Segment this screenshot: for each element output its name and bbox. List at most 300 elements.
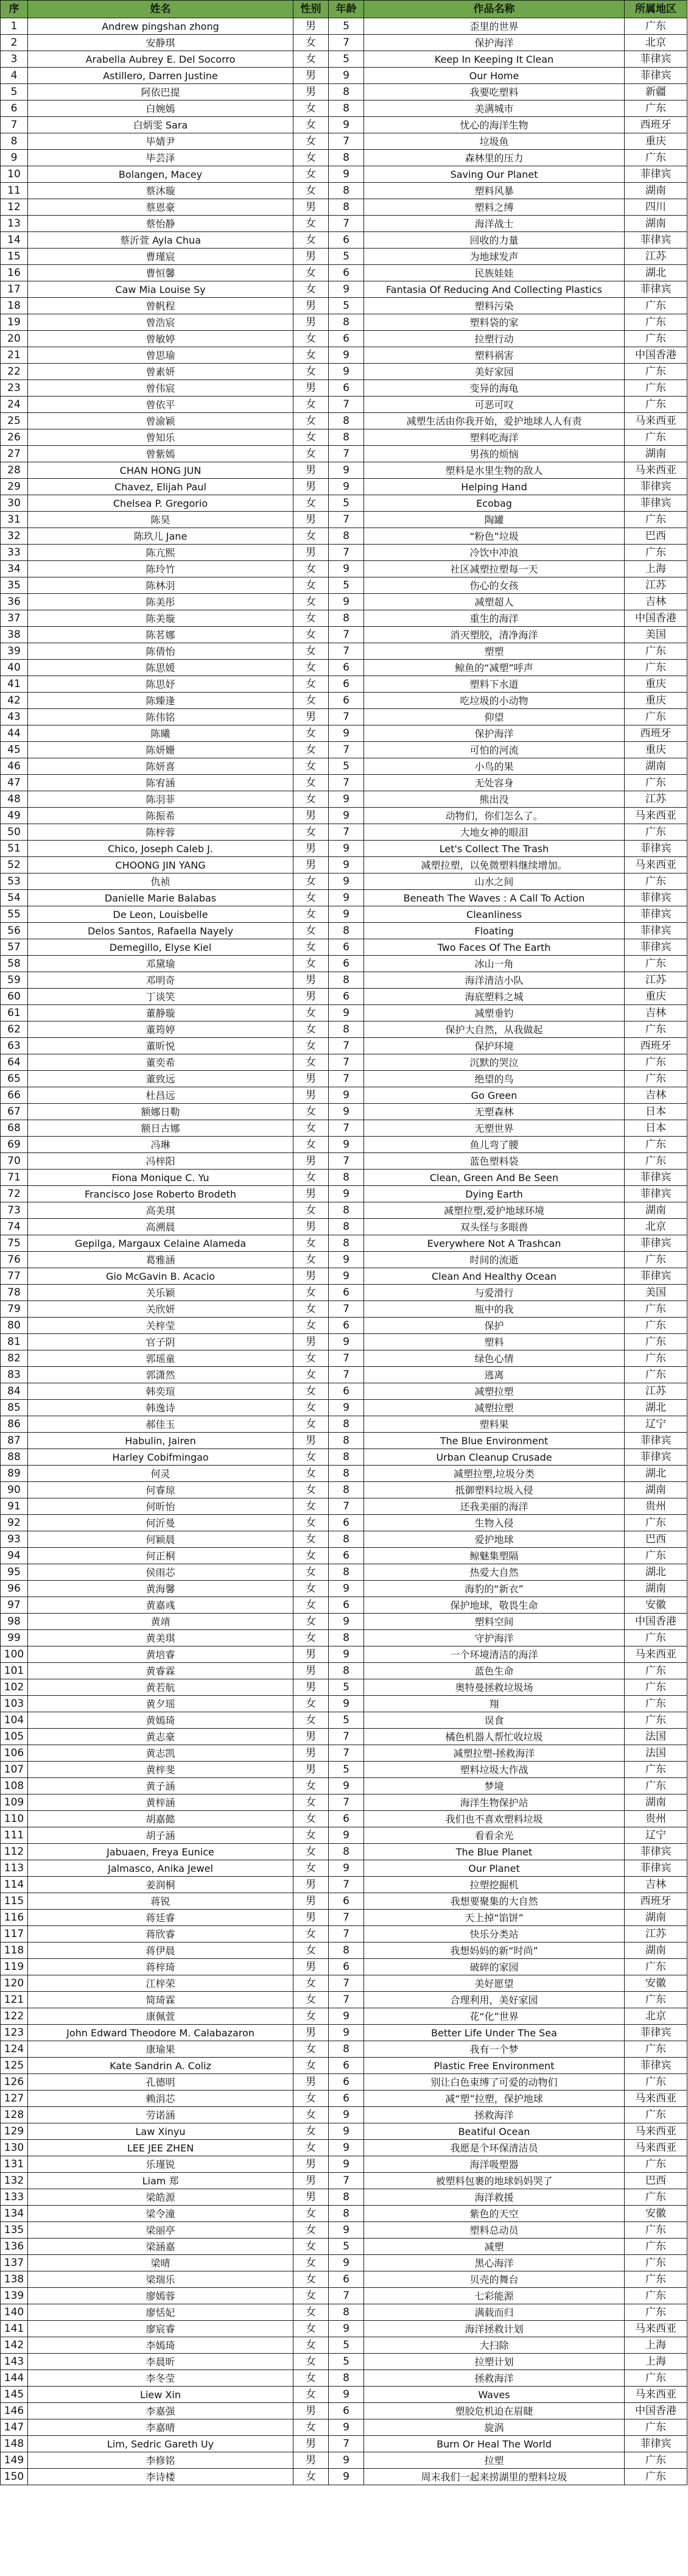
cell-age: 9 (329, 2222, 364, 2239)
cell-region: 重庆 (625, 133, 687, 150)
cell-name: 关欣妍 (28, 1301, 293, 1318)
cell-gender: 女 (293, 446, 329, 462)
cell-seq: 79 (1, 1301, 28, 1318)
table-row (1, 758, 687, 775)
cell-work: 塑料之缚 (364, 199, 625, 216)
table-row (1, 1630, 687, 1646)
cell-gender: 男 (293, 2025, 329, 2041)
table-row (1, 1696, 687, 1712)
cell-work: 塑塑 (364, 643, 625, 660)
cell-region: 西班牙 (625, 117, 687, 133)
cell-region: 新疆 (625, 84, 687, 101)
cell-age: 8 (329, 2304, 364, 2321)
cell-age: 9 (329, 1581, 364, 1597)
cell-name: 陈妍姗 (28, 742, 293, 758)
cell-name: 陈美彤 (28, 594, 293, 610)
cell-age: 7 (329, 216, 364, 232)
cell-region: 广东 (625, 2288, 687, 2304)
cell-region: 广东 (625, 18, 687, 35)
cell-region: 广东 (625, 1548, 687, 1564)
cell-gender: 女 (293, 2419, 329, 2436)
table-row (1, 2173, 687, 2189)
cell-seq: 13 (1, 216, 28, 232)
cell-gender: 男 (293, 841, 329, 857)
cell-region: 广东 (625, 643, 687, 660)
cell-age: 8 (329, 1630, 364, 1646)
cell-work: 可恶可叹 (364, 397, 625, 413)
cell-age: 7 (329, 1910, 364, 1926)
table-row (1, 989, 687, 1005)
table-row (1, 166, 687, 183)
cell-gender: 女 (293, 364, 329, 380)
cell-age: 6 (329, 989, 364, 1005)
table-row (1, 1350, 687, 1367)
cell-name: Fiona Monique C. Yu (28, 1170, 293, 1186)
table-row (1, 660, 687, 676)
cell-work: 减“塑”拉塑，保护地球 (364, 2091, 625, 2107)
cell-region: 重庆 (625, 742, 687, 758)
cell-name: 简琦霖 (28, 1992, 293, 2008)
cell-gender: 男 (293, 2173, 329, 2189)
cell-seq: 83 (1, 1367, 28, 1383)
table-row (1, 380, 687, 397)
cell-age: 9 (329, 561, 364, 577)
cell-seq: 76 (1, 1252, 28, 1268)
cell-region: 广东 (625, 1696, 687, 1712)
cell-seq: 136 (1, 2239, 28, 2255)
cell-gender: 女 (293, 281, 329, 298)
table-row (1, 2107, 687, 2123)
cell-region: 湖北 (625, 1564, 687, 1581)
cell-work: 塑料 (364, 1334, 625, 1350)
cell-region: 菲律宾 (625, 1268, 687, 1285)
cell-seq: 112 (1, 1844, 28, 1860)
cell-age: 6 (329, 2091, 364, 2107)
cell-region: 重庆 (625, 693, 687, 709)
cell-region: 上海 (625, 2354, 687, 2370)
cell-seq: 15 (1, 249, 28, 265)
cell-work: The Blue Environment (364, 1433, 625, 1449)
cell-name: 杜昌远 (28, 1087, 293, 1104)
cell-age: 7 (329, 2436, 364, 2452)
cell-age: 6 (329, 1959, 364, 1975)
cell-age: 8 (329, 972, 364, 989)
cell-name: 陈美璇 (28, 610, 293, 627)
cell-gender: 女 (293, 594, 329, 610)
table-row (1, 1054, 687, 1071)
column-header-gender: 性别 (293, 1, 329, 18)
table-row (1, 1186, 687, 1202)
cell-seq: 14 (1, 232, 28, 249)
cell-seq: 145 (1, 2387, 28, 2403)
cell-age: 8 (329, 1202, 364, 1219)
cell-gender: 男 (293, 68, 329, 84)
cell-name: 黄子涵 (28, 1778, 293, 1794)
cell-gender: 女 (293, 183, 329, 199)
table-row (1, 545, 687, 561)
cell-gender: 女 (293, 923, 329, 939)
cell-work: Everywhere Not A Trashcan (364, 1235, 625, 1252)
cell-region: 广东 (625, 2304, 687, 2321)
cell-seq: 8 (1, 133, 28, 150)
table-row (1, 1712, 687, 1729)
table-row (1, 742, 687, 758)
cell-seq: 57 (1, 939, 28, 956)
cell-seq: 6 (1, 101, 28, 117)
cell-region: 菲律宾 (625, 939, 687, 956)
cell-age: 6 (329, 232, 364, 249)
cell-age: 6 (329, 693, 364, 709)
table-row (1, 1137, 687, 1153)
cell-region: 广东 (625, 1679, 687, 1696)
cell-name: 官子阴 (28, 1334, 293, 1350)
cell-work: 逃离 (364, 1367, 625, 1383)
cell-seq: 124 (1, 2041, 28, 2058)
cell-age: 9 (329, 2156, 364, 2173)
cell-work: 抵御塑料垃圾入侵 (364, 1482, 625, 1498)
cell-name: 毕婧尹 (28, 133, 293, 150)
cell-gender: 女 (293, 2271, 329, 2288)
cell-work: 塑料果 (364, 1416, 625, 1433)
cell-work: 减塑生活由你我开始，爱护地球人人有责 (364, 413, 625, 429)
cell-seq: 122 (1, 2008, 28, 2025)
cell-seq: 96 (1, 1581, 28, 1597)
cell-gender: 男 (293, 1334, 329, 1350)
table-row (1, 1893, 687, 1910)
cell-name: 蔡恩豪 (28, 199, 293, 216)
cell-age: 8 (329, 2041, 364, 2058)
cell-name: 梁瑞乐 (28, 2271, 293, 2288)
table-row (1, 117, 687, 133)
cell-work: Better Life Under The Sea (364, 2025, 625, 2041)
cell-gender: 女 (293, 1943, 329, 1959)
cell-seq: 35 (1, 577, 28, 594)
table-row (1, 1202, 687, 1219)
cell-work: 沉默的哭泣 (364, 1054, 625, 1071)
cell-name: Jabuaen, Freya Eunice (28, 1844, 293, 1860)
column-header-age: 年龄 (329, 1, 364, 18)
cell-gender: 女 (293, 2058, 329, 2074)
cell-age: 8 (329, 528, 364, 545)
cell-name: Francisco Jose Roberto Brodeth (28, 1186, 293, 1202)
cell-region: 湖南 (625, 1202, 687, 1219)
cell-seq: 22 (1, 364, 28, 380)
cell-name: Chelsea P. Gregorio (28, 495, 293, 512)
cell-seq: 130 (1, 2140, 28, 2156)
cell-work: Plastic Free Environment (364, 2058, 625, 2074)
cell-work: Ecobag (364, 495, 625, 512)
cell-region: 西班牙 (625, 1893, 687, 1910)
cell-name: 冯琳 (28, 1137, 293, 1153)
cell-work: 还我美丽的海洋 (364, 1498, 625, 1515)
table-row (1, 1153, 687, 1170)
cell-work: 忧心的海洋生物 (364, 117, 625, 133)
cell-name: 黄梓斐 (28, 1762, 293, 1778)
cell-work: 消灭塑胶，清净海洋 (364, 627, 625, 643)
cell-work: 鱼儿弯了腰 (364, 1137, 625, 1153)
header-row (1, 1, 687, 18)
cell-age: 8 (329, 1466, 364, 1482)
cell-name: 毕芸泽 (28, 150, 293, 166)
cell-work: 伤心的女孩 (364, 577, 625, 594)
cell-work: 绿色心情 (364, 1350, 625, 1367)
cell-seq: 47 (1, 775, 28, 791)
cell-gender: 女 (293, 331, 329, 347)
cell-name: 赖涓芯 (28, 2091, 293, 2107)
cell-age: 8 (329, 84, 364, 101)
table-row (1, 956, 687, 972)
cell-gender: 女 (293, 1630, 329, 1646)
cell-age: 9 (329, 841, 364, 857)
cell-name: 黄靖 (28, 1614, 293, 1630)
cell-work: 满载而归 (364, 2304, 625, 2321)
cell-gender: 男 (293, 298, 329, 314)
cell-age: 8 (329, 610, 364, 627)
cell-seq: 1 (1, 18, 28, 35)
cell-region: 安徽 (625, 2206, 687, 2222)
cell-age: 8 (329, 923, 364, 939)
cell-gender: 女 (293, 2288, 329, 2304)
cell-age: 6 (329, 2058, 364, 2074)
cell-work: 冰山一角 (364, 956, 625, 972)
cell-name: 陈臻逢 (28, 693, 293, 709)
column-header-work: 作品名称 (364, 1, 625, 18)
cell-region: 广东 (625, 1712, 687, 1729)
cell-gender: 男 (293, 199, 329, 216)
cell-region: 西班牙 (625, 1038, 687, 1054)
cell-work: 垃圾鱼 (364, 133, 625, 150)
cell-age: 9 (329, 364, 364, 380)
cell-gender: 女 (293, 2370, 329, 2387)
table-row (1, 1416, 687, 1433)
cell-work: 塑料吃海洋 (364, 429, 625, 446)
table-row (1, 1811, 687, 1827)
table-row (1, 314, 687, 331)
cell-seq: 10 (1, 166, 28, 183)
cell-seq: 144 (1, 2370, 28, 2387)
cell-name: Danielle Marie Balabas (28, 890, 293, 906)
table-row (1, 2321, 687, 2337)
cell-gender: 女 (293, 1005, 329, 1022)
cell-seq: 50 (1, 824, 28, 841)
cell-seq: 123 (1, 2025, 28, 2041)
cell-seq: 12 (1, 199, 28, 216)
table-row (1, 1877, 687, 1893)
cell-gender: 男 (293, 1219, 329, 1235)
cell-gender: 女 (293, 101, 329, 117)
cell-name: 陈妍喜 (28, 758, 293, 775)
cell-region: 菲律宾 (625, 232, 687, 249)
cell-age: 7 (329, 1992, 364, 2008)
cell-age: 9 (329, 791, 364, 808)
cell-region: 菲律宾 (625, 495, 687, 512)
cell-gender: 男 (293, 2189, 329, 2206)
cell-region: 马来西亚 (625, 413, 687, 429)
cell-work: 社区减塑拉塑每一天 (364, 561, 625, 577)
table-row (1, 1219, 687, 1235)
cell-name: 阿依巴提 (28, 84, 293, 101)
cell-region: 吉林 (625, 1005, 687, 1022)
cell-work: 海洋救援 (364, 2189, 625, 2206)
cell-age: 9 (329, 1614, 364, 1630)
cell-region: 湖南 (625, 446, 687, 462)
table-row (1, 577, 687, 594)
cell-work: 橘色机器人帮忙收垃圾 (364, 1729, 625, 1745)
cell-seq: 32 (1, 528, 28, 545)
cell-work: Helping Hand (364, 479, 625, 495)
table-row (1, 1301, 687, 1318)
cell-name: 何沂曼 (28, 1515, 293, 1531)
column-header-name: 姓名 (28, 1, 293, 18)
cell-age: 7 (329, 2288, 364, 2304)
table-row (1, 281, 687, 298)
cell-seq: 97 (1, 1597, 28, 1614)
cell-region: 广东 (625, 2255, 687, 2271)
cell-work: 天上掉“馅饼” (364, 1910, 625, 1926)
cell-region: 广东 (625, 2222, 687, 2239)
cell-work: 塑料风暴 (364, 183, 625, 199)
cell-work: Burn Or Heal The World (364, 2436, 625, 2452)
table-row (1, 857, 687, 873)
cell-age: 8 (329, 1170, 364, 1186)
cell-region: 菲律宾 (625, 1186, 687, 1202)
cell-region: 广东 (625, 397, 687, 413)
cell-region: 湖南 (625, 216, 687, 232)
cell-name: 高美琪 (28, 1202, 293, 1219)
cell-name: 陈振希 (28, 808, 293, 824)
cell-seq: 120 (1, 1975, 28, 1992)
cell-seq: 18 (1, 298, 28, 314)
cell-seq: 48 (1, 791, 28, 808)
cell-gender: 女 (293, 1860, 329, 1877)
cell-name: 曾浩宸 (28, 314, 293, 331)
cell-work: 旋涡 (364, 2419, 625, 2436)
table-row (1, 1005, 687, 1022)
cell-work: 塑料空间 (364, 1614, 625, 1630)
table-row (1, 594, 687, 610)
cell-gender: 女 (293, 1301, 329, 1318)
cell-gender: 女 (293, 939, 329, 956)
cell-work: 森林里的压力 (364, 150, 625, 166)
cell-work: 与爱滑行 (364, 1285, 625, 1301)
cell-seq: 142 (1, 2337, 28, 2354)
table-row (1, 693, 687, 709)
cell-gender: 女 (293, 2354, 329, 2370)
cell-age: 8 (329, 1663, 364, 1679)
cell-age: 9 (329, 808, 364, 824)
cell-name: 乐瑾锐 (28, 2156, 293, 2173)
cell-seq: 128 (1, 2107, 28, 2123)
cell-seq: 89 (1, 1466, 28, 1482)
cell-work: 生物入侵 (364, 1515, 625, 1531)
cell-work: 保护海洋 (364, 725, 625, 742)
cell-work: 陶罐 (364, 512, 625, 528)
cell-region: 菲律宾 (625, 906, 687, 923)
cell-age: 9 (329, 2008, 364, 2025)
cell-gender: 男 (293, 1679, 329, 1696)
cell-work: 塑料祸害 (364, 347, 625, 364)
cell-work: 小鸟的果 (364, 758, 625, 775)
cell-age: 8 (329, 1531, 364, 1548)
cell-work: Waves (364, 2387, 625, 2403)
cell-seq: 49 (1, 808, 28, 824)
cell-gender: 女 (293, 660, 329, 676)
cell-region: 菲律宾 (625, 890, 687, 906)
cell-work: 我想要聚集的大自然 (364, 1893, 625, 1910)
cell-age: 7 (329, 545, 364, 561)
cell-gender: 男 (293, 1268, 329, 1285)
cell-gender: 男 (293, 512, 329, 528)
table-row (1, 1400, 687, 1416)
cell-seq: 60 (1, 989, 28, 1005)
cell-seq: 7 (1, 117, 28, 133)
cell-work: 塑料垃圾大作战 (364, 1762, 625, 1778)
cell-seq: 90 (1, 1482, 28, 1498)
cell-age: 7 (329, 1350, 364, 1367)
cell-age: 7 (329, 627, 364, 643)
cell-age: 6 (329, 660, 364, 676)
cell-work: 减塑 (364, 2239, 625, 2255)
cell-work: 塑料下水道 (364, 676, 625, 693)
cell-work: 保护地球，敬畏生命 (364, 1597, 625, 1614)
cell-region: 北京 (625, 2008, 687, 2025)
cell-name: 黄梓涵 (28, 1794, 293, 1811)
cell-name: Lim, Sedric Gareth Uy (28, 2436, 293, 2452)
cell-seq: 64 (1, 1054, 28, 1071)
cell-name: 梁涵嘉 (28, 2239, 293, 2255)
cell-seq: 31 (1, 512, 28, 528)
table-row (1, 1038, 687, 1054)
table-row (1, 347, 687, 364)
cell-gender: 女 (293, 2255, 329, 2271)
table-row (1, 1268, 687, 1285)
cell-gender: 女 (293, 1449, 329, 1466)
cell-name: Astillero, Darren Justine (28, 68, 293, 84)
cell-seq: 92 (1, 1515, 28, 1531)
table-row (1, 1729, 687, 1745)
cell-region: 广东 (625, 1762, 687, 1778)
cell-age: 9 (329, 725, 364, 742)
cell-age: 9 (329, 2255, 364, 2271)
cell-age: 8 (329, 183, 364, 199)
cell-work: 保护大自然，从我做起 (364, 1022, 625, 1038)
table-row (1, 133, 687, 150)
cell-name: 韩奕瑄 (28, 1383, 293, 1400)
cell-gender: 女 (293, 1794, 329, 1811)
cell-work: 可怕的河流 (364, 742, 625, 758)
cell-name: 董筠婷 (28, 1022, 293, 1038)
cell-age: 7 (329, 1153, 364, 1170)
cell-region: 菲律宾 (625, 2058, 687, 2074)
cell-region: 马来西亚 (625, 462, 687, 479)
cell-gender: 女 (293, 1137, 329, 1153)
cell-age: 7 (329, 1301, 364, 1318)
table-row (1, 643, 687, 660)
table-row (1, 413, 687, 429)
cell-age: 7 (329, 446, 364, 462)
cell-age: 8 (329, 1416, 364, 1433)
table-row (1, 1170, 687, 1186)
cell-gender: 男 (293, 1877, 329, 1893)
cell-seq: 39 (1, 643, 28, 660)
cell-name: 陈亢熙 (28, 545, 293, 561)
cell-name: De Leon, Louisbelle (28, 906, 293, 923)
cell-region: 广东 (625, 1252, 687, 1268)
table-row (1, 2156, 687, 2173)
cell-seq: 111 (1, 1827, 28, 1844)
table-row (1, 1794, 687, 1811)
cell-gender: 女 (293, 873, 329, 890)
